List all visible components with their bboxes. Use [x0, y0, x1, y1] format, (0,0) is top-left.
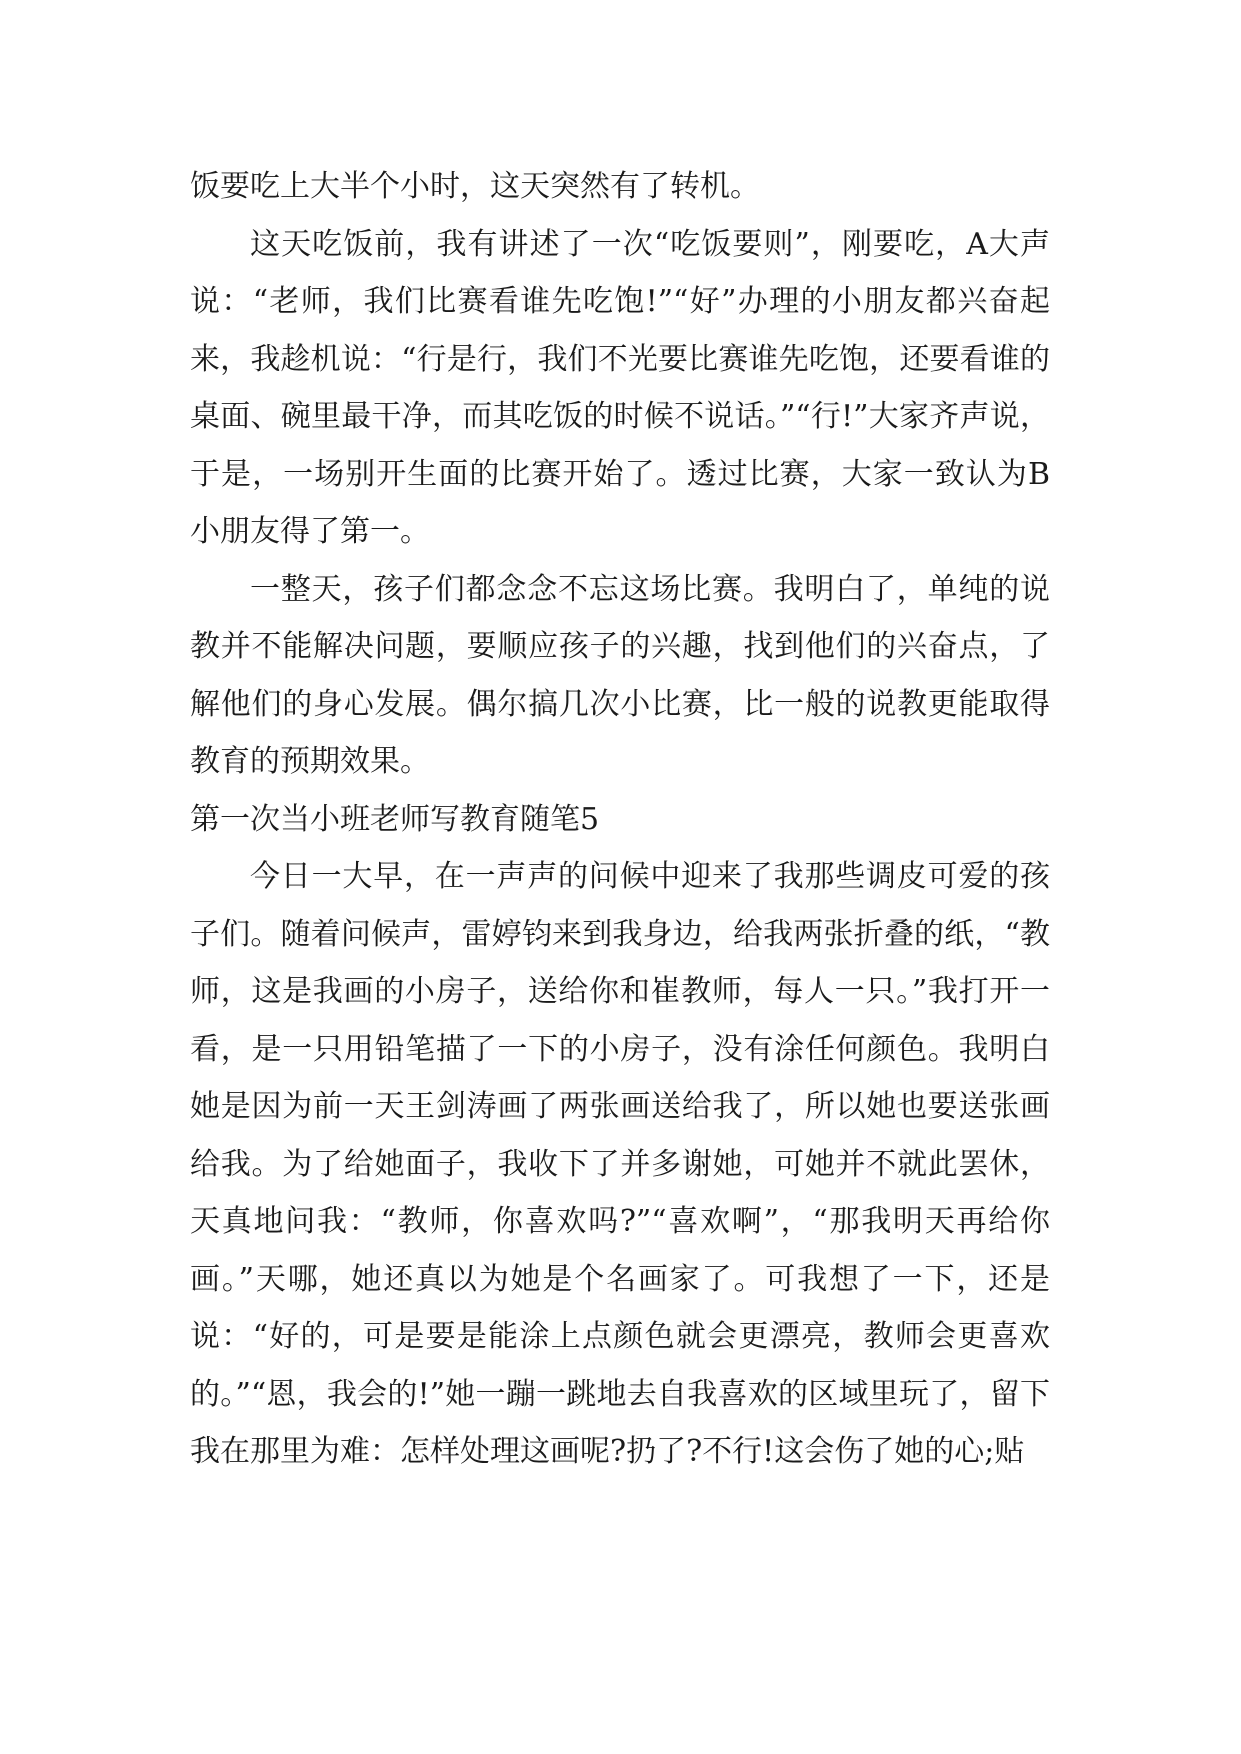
section-heading: 第一次当小班老师写教育随笔5 — [190, 801, 600, 837]
document-body — [190, 158, 1050, 1481]
paragraph-continuation: 饭要吃上大半个小时，这天突然有了转机。 — [190, 169, 760, 204]
paragraph-drawing-gift: 今日一大早，在一声声的问候中迎来了我那些调皮可爱的孩子们。随着问候声，雷婷钧来到我身边，给我两张折叠的纸，“教师，这是我画的小房子，送给你和崔教师，每人一只。”我打开一看，是一只用铅笔描了一下的小房子，没有涂任何颜色。我明白她是因为前一天王剑涛画了两张画送给我了，所以她也要送张画给我。为了给她面子，我收下了并多谢她，可她并不就此罢休，天真地问我：“教师，你喜欢吗?”“喜欢啊”，“那我明天再给你画。”天哪，她还真以为她是个名画家了。可我想了一下，还是说：“好的，可是要是能涂上点颜色就会更漂亮，教师会更喜欢的。”“恩，我会的!”她一蹦一跳地去自我喜欢的区域里玩了，留下我在那里为难：怎样处理这画呢?扔了?不行!这会伤了她的心;贴 — [190, 859, 1050, 1469]
paragraph-lunch-contest: 这天吃饭前，我有讲述了一次“吃饭要则”，刚要吃，A大声说：“老师，我们比赛看谁先吃饱!”“好”办理的小朋友都兴奋起来，我趁机说：“行是行，我们不光要比赛谁先吃饱，还要看谁的桌面、碗里最干净，而其吃饭的时候不说话。”“行!”大家齐声说，于是，一场别开生面的比赛开始了。透过比赛，大家一致认为B小朋友得了第一。 — [190, 226, 1050, 549]
paragraph-reflection: 一整天，孩子们都念念不忘这场比赛。我明白了，单纯的说教并不能解决问题，要顺应孩子的兴趣，找到他们的兴奋点，了解他们的身心发展。偶尔搞几次小比赛，比一般的说教更能取得教育的预期效果。 — [190, 571, 1050, 779]
